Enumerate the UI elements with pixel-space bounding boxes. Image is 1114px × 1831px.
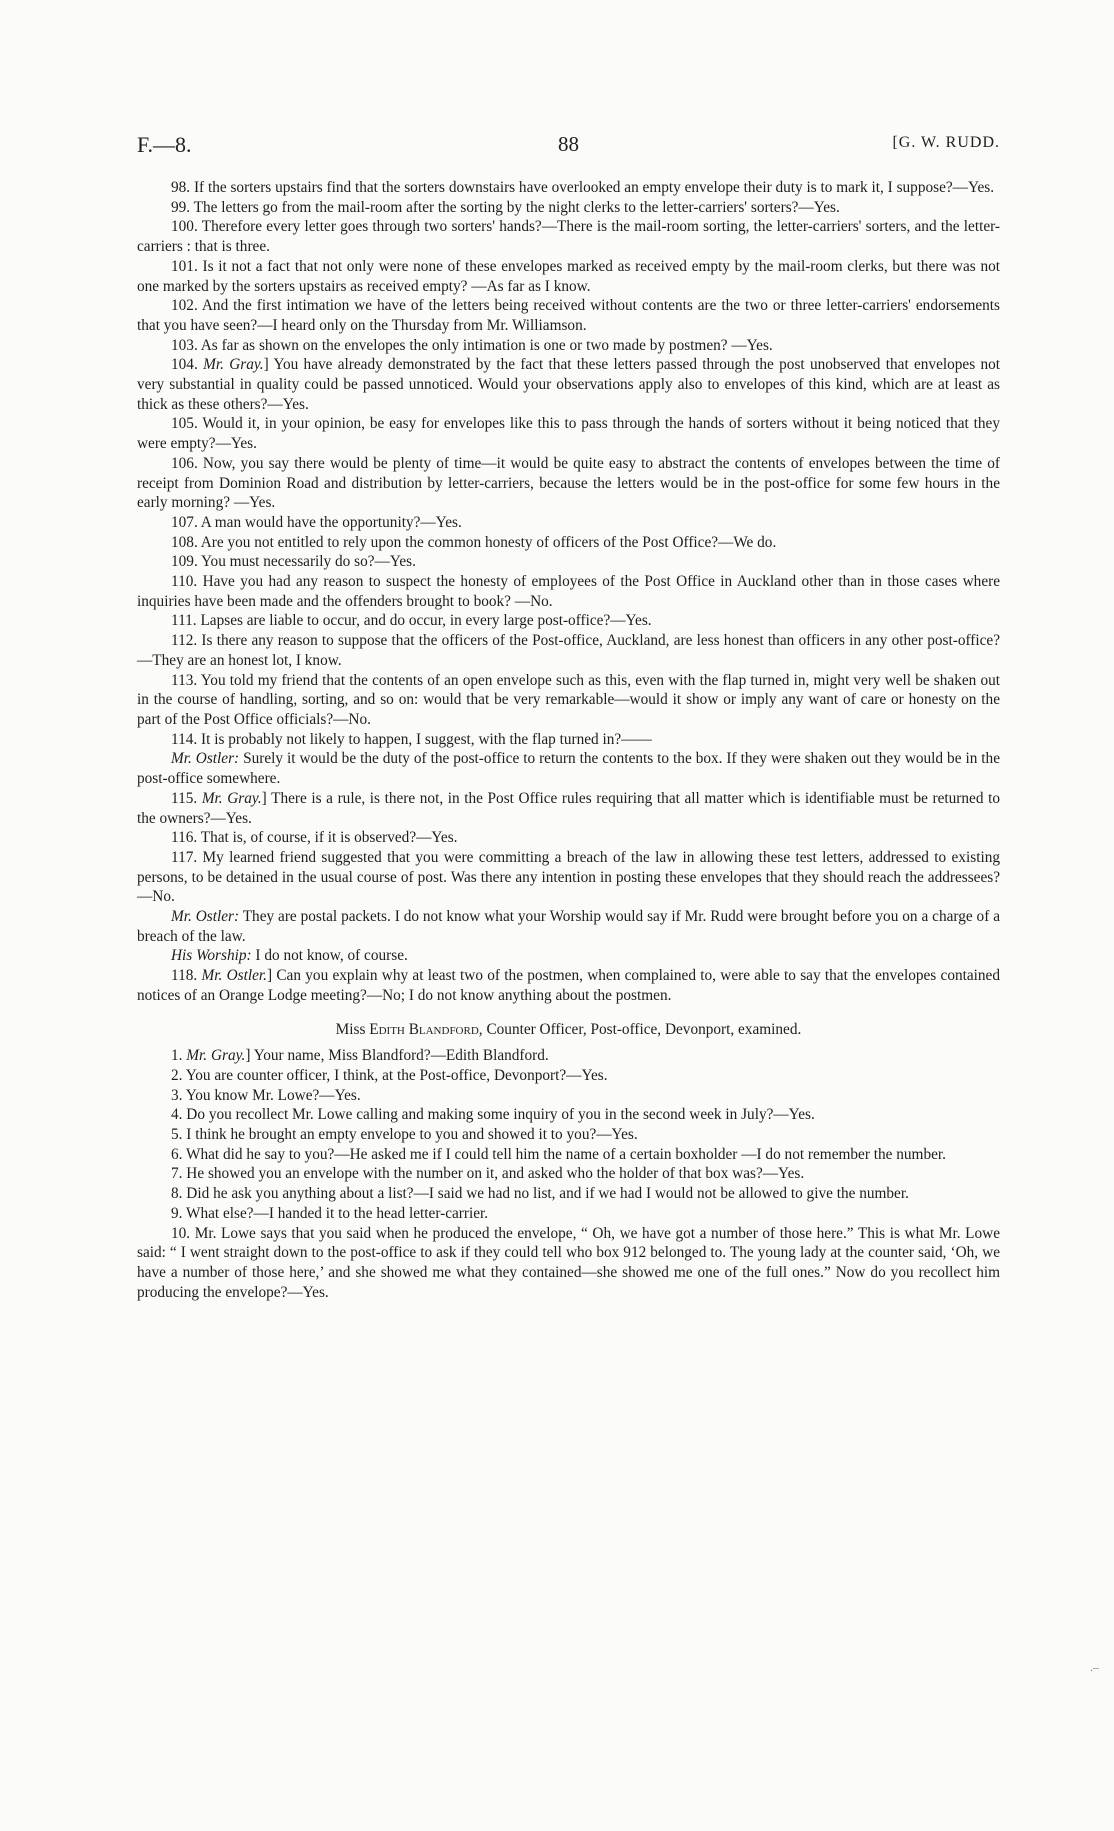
page-header [137,132,1000,162]
witness-section-heading [137,1020,1000,1040]
margin-mark: .– [1090,1660,1099,1674]
speaker-name: Mr. Ostler: [171,750,240,768]
testimony-paragraph [137,789,1000,828]
testimony-paragraph [137,572,1000,611]
paragraph-text: 109. You must necessarily do so?—Yes. [171,553,416,571]
paragraph-text: 103. As far as shown on the envelopes the only intimation is one or two made by postmen? —Yes. [171,336,773,354]
paragraph-text: 5. I think he brought an empty envelope to you and showed it to you?—Yes. [171,1126,638,1144]
testimony-paragraph [137,296,1000,335]
witness-heading: [G. W. RUDD. [892,134,1000,151]
witness-name: Edith Blandford [369,1020,479,1038]
paragraph-number: 115. [171,789,202,807]
paragraph-text: Surely it would be the duty of the post-office to return the contents to the box. If they were shaken out they would be in the post-office somewhere. [137,750,1001,788]
paragraph-text: ] There is a rule, is there not, in the Post Office rules requiring that all matter which is identifiable must be returned to the owners?—Yes. [137,789,1000,827]
testimony-paragraph [137,631,1000,670]
paragraph-number: 118. [171,967,202,985]
testimony-paragraph [137,611,1000,631]
testimony-paragraph [137,946,1000,966]
testimony-paragraph [137,513,1000,533]
paragraph-text: 98. If the sorters upstairs find that the sorters downstairs have overlooked an empty envelope their duty is to mark it, I suppose?—Yes. [171,179,995,196]
testimony-paragraph [137,414,1000,453]
paragraph-text: 2. You are counter officer, I think, at the Post-office, Devonport?—Yes. [171,1066,608,1084]
testimony-block-blandford [137,1046,1000,1302]
testimony-paragraph [137,1046,1000,1066]
testimony-paragraph [137,355,1000,414]
testimony-paragraph [137,966,1000,1005]
testimony-paragraph [137,1224,1000,1303]
paragraph-text: 111. Lapses are liable to occur, and do occur, in every large post-office?—Yes. [171,612,652,630]
paragraph-text: 108. Are you not entitled to rely upon the common honesty of officers of the Post Office?—We do. [171,533,777,551]
paragraph-text: 110. Have you had any reason to suspect the honesty of employees of the Post Office in Auckland other than in those cases where inquiries have been made and the offenders brought to book? —No. [137,573,1000,610]
paragraph-number: 1. [171,1047,187,1065]
testimony-paragraph [137,828,1000,848]
speaker-name: Mr. Gray. [203,356,264,374]
testimony-paragraph [137,257,1000,296]
paragraph-text: 105. Would it, in your opinion, be easy for envelopes like this to pass through the hands of sorters without it being noticed that they were empty?—Yes. [137,415,1000,453]
paragraph-text: 102. And the first intimation we have of the letters being received without contents are the two or three letter-carriers' endorsements that you have seen?—I heard only on the Thursday from Mr. Williamson. [137,297,1000,334]
paragraph-text: They are postal packets. I do not know what your Worship would say if Mr. Rudd were brought before you on a charge of a breach of the law. [137,908,1001,945]
testimony-paragraph [137,1145,1000,1165]
paragraph-text: 8. Did he ask you anything about a list?—I said we had no list, and if we had I would not be allowed to give the number. [171,1185,909,1203]
section-post: , Counter Officer, Post-office, Devonport, examined. [478,1020,802,1038]
testimony-paragraph [137,552,1000,572]
testimony-paragraph [137,198,1000,218]
testimony-paragraph [137,454,1000,513]
paragraph-text: 107. A man would have the opportunity?—Yes. [171,513,462,531]
paragraph-text: 3. You know Mr. Lowe?—Yes. [171,1086,361,1104]
page-number: 88 [558,132,579,156]
speaker-name: Mr. Gray. [186,1047,246,1065]
paragraph-number: 104. [171,356,204,374]
testimony-paragraph [137,730,1000,750]
testimony-paragraph [137,1105,1000,1125]
testimony-paragraph [137,749,1000,788]
paragraph-text: 101. Is it not a fact that not only were none of these envelopes marked as received empty by the mail-room clerks, but there was not one marked by the sorters upstairs as received empty? —As far as I know. [137,257,1000,295]
paragraph-text: ] Can you explain why at least two of the postmen, when complained to, were able to say that the envelopes contained notices of an Orange Lodge meeting?—No; I do not know anything about the postmen. [137,967,1000,1004]
paragraph-text: ] Your name, Miss Blandford?—Edith Blandford. [245,1047,549,1065]
testimony-block-rudd [137,178,1000,1006]
paragraph-text: 106. Now, you say there would be plenty of time—it would be quite easy to abstract the contents of envelopes between the time of receipt from Dominion Road and distribution by letter-carriers, because the letters would be in the post-office for some few hours in the early morning? —Yes. [137,454,1000,512]
paragraph-text: 6. What did he say to you?—He asked me if I could tell him the name of a certain boxholder —I do not remember the number. [171,1145,946,1163]
paragraph-text: 114. It is probably not likely to happen, I suggest, with the flap turned in?—— [171,730,652,748]
paragraph-text: 117. My learned friend suggested that you were committing a breach of the law in allowing these test letters, addressed to existing persons, to be detained in the usual course of post. Was there any intention in posting these envelopes that they should reach the addressees?—No. [137,848,1000,906]
speaker-name: His Worship: [171,947,252,965]
paragraph-text: 7. He showed you an envelope with the number on it, and asked who the holder of that box was?—Yes. [171,1165,805,1183]
testimony-paragraph [137,1164,1000,1184]
paragraph-text: 99. The letters go from the mail-room after the sorting by the night clerks to the letter-carriers' sorters?—Yes. [171,198,840,216]
paragraph-text: 112. Is there any reason to suppose that the officers of the Post-office, Auckland, are less honest than officers in any other post-office?—They are an honest lot, I know. [137,632,1000,669]
testimony-paragraph [137,178,1000,198]
document-code: F.—8. [137,132,192,157]
testimony-paragraph [137,217,1000,256]
paragraph-text: 4. Do you recollect Mr. Lowe calling and making some inquiry of you in the second week in July?—Yes. [171,1106,815,1124]
testimony-paragraph [137,1066,1000,1086]
paragraph-text: 116. That is, of course, if it is observed?—Yes. [171,829,458,847]
section-pre: Miss [335,1020,370,1038]
testimony-paragraph [137,336,1000,356]
speaker-name: Mr. Ostler: [171,908,240,926]
speaker-name: Mr. Ostler. [201,967,267,985]
paragraph-text: ] You have already demonstrated by the fact that these letters passed through the post unobserved that envelopes not very substantial in quality could be passed unnoticed. Would your observations apply also to envelopes of this kind, which are at least as thick as these others?—Yes. [137,356,1001,413]
transcript-body [137,178,1000,1302]
paragraph-text: 10. Mr. Lowe says that you said when he produced the envelope, “ Oh, we have got a number of those here.” This is what Mr. Lowe said: “ I went straight down to the post-office to ask if they could tell who box 912 belonged to. The young lady at the counter said, ‘Oh, we have a number of those here,’ and she showed me what they contained—she showed me one of the full ones.” Now do you recollect him producing the envelope?—Yes. [137,1224,1000,1301]
paragraph-text: 113. You told my friend that the contents of an open envelope such as this, even with the flap turned in, might very well be shaken out in the course of handling, sorting, and so on: would that be very remarkable—would it show or imply any want of care or honesty on the part of the Post Office officials?—No. [137,671,1000,728]
paragraph-text: 100. Therefore every letter goes through two sorters' hands?—There is the mail-room sorting, the letter-carriers' sorters, and the letter-carriers : that is three. [137,218,1000,256]
testimony-paragraph [137,671,1000,730]
speaker-name: Mr. Gray. [201,789,262,807]
testimony-paragraph [137,1086,1000,1106]
testimony-paragraph [137,848,1000,907]
testimony-paragraph [137,1184,1000,1204]
testimony-paragraph [137,907,1000,946]
paragraph-text: I do not know, of course. [251,947,408,965]
testimony-paragraph [137,533,1000,553]
testimony-paragraph [137,1204,1000,1224]
testimony-paragraph [137,1125,1000,1145]
paragraph-text: 9. What else?—I handed it to the head letter-carrier. [171,1204,489,1222]
